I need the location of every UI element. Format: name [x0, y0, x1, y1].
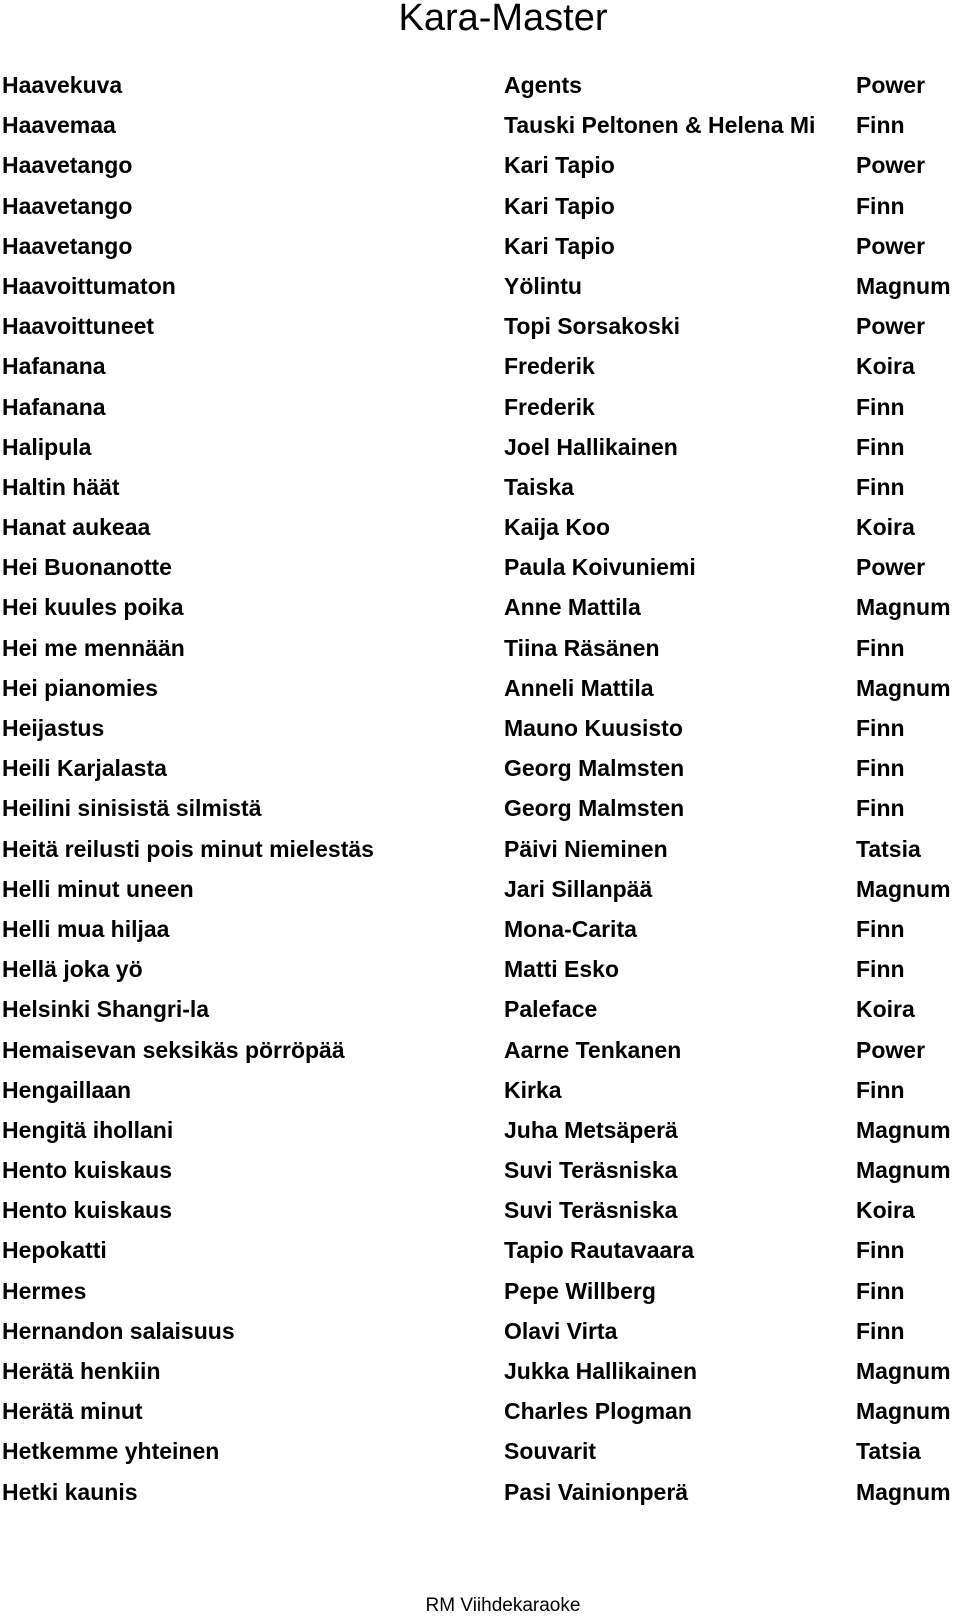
- table-row: [0, 628, 960, 668]
- song-label: Finn: [856, 192, 905, 219]
- song-title: Hento kuiskaus: [2, 1157, 172, 1184]
- table-row: [0, 306, 960, 346]
- page-title: Kara-Master: [398, 0, 608, 39]
- song-artist: Taiska: [504, 473, 574, 500]
- table-row: [0, 1030, 960, 1070]
- song-title: Haltin häät: [2, 473, 120, 500]
- song-title: Haavekuva: [2, 72, 123, 98]
- table-row: [0, 1110, 960, 1150]
- song-artist: Joel Hallikainen: [504, 433, 678, 460]
- song-list: [0, 65, 960, 1512]
- song-label: Finn: [856, 795, 905, 822]
- song-label: Magnum: [856, 594, 951, 621]
- song-label: Finn: [856, 393, 905, 420]
- table-row: [0, 1351, 960, 1391]
- table-row: [0, 668, 960, 708]
- song-artist: Frederik: [504, 353, 595, 380]
- table-row: [0, 467, 960, 507]
- song-title: Helli mua hiljaa: [2, 915, 170, 942]
- song-artist: Kari Tapio: [504, 192, 615, 219]
- song-title: Haavemaa: [2, 112, 116, 139]
- song-label: Finn: [856, 1237, 905, 1264]
- table-row: [0, 869, 960, 909]
- song-label: Koira: [856, 353, 915, 380]
- table-row: [0, 829, 960, 869]
- song-artist: Pasi Vainionperä: [504, 1478, 689, 1505]
- table-row: [0, 949, 960, 989]
- song-artist: Aarne Tenkanen: [504, 1036, 682, 1063]
- song-artist: Mauno Kuusisto: [504, 715, 683, 741]
- song-label: Finn: [856, 755, 905, 782]
- song-title: Haavoittuneet: [2, 313, 155, 340]
- song-title: Hetki kaunis: [2, 1478, 138, 1505]
- song-title: Hafanana: [2, 393, 106, 420]
- table-row: [0, 105, 960, 145]
- song-artist: Topi Sorsakoski: [504, 313, 680, 340]
- song-label: Magnum: [856, 1398, 951, 1425]
- song-artist: Kari Tapio: [504, 232, 615, 259]
- table-row: [0, 788, 960, 828]
- song-label: Power: [856, 72, 926, 98]
- song-title: Helsinki Shangri-la: [2, 996, 210, 1023]
- table-row: [0, 346, 960, 386]
- song-title: Hermes: [2, 1277, 87, 1304]
- song-artist: Jari Sillanpää: [504, 875, 653, 902]
- song-artist: Mona-Carita: [504, 915, 637, 942]
- song-artist: Suvi Teräsniska: [504, 1197, 678, 1224]
- table-row: [0, 748, 960, 788]
- song-artist: Suvi Teräsniska: [504, 1157, 678, 1184]
- song-artist: Georg Malmsten: [504, 755, 685, 782]
- table-row: [0, 1190, 960, 1230]
- song-label: Koira: [856, 514, 915, 541]
- table-row: [0, 909, 960, 949]
- table-row: [0, 1472, 960, 1512]
- song-title: Herätä minut: [2, 1398, 143, 1425]
- song-title: Hei me mennään: [2, 634, 185, 661]
- table-row: [0, 1150, 960, 1190]
- song-label: Power: [856, 232, 926, 259]
- song-artist: Charles Plogman: [504, 1398, 692, 1425]
- song-artist: Souvarit: [504, 1438, 597, 1465]
- song-artist: Kaija Koo: [504, 514, 611, 541]
- page-footer: RM Viihdekaraoke: [425, 1595, 581, 1616]
- song-artist: Frederik: [504, 393, 595, 420]
- song-title: Hengaillaan: [2, 1076, 132, 1103]
- table-row: [0, 226, 960, 266]
- table-row: [0, 989, 960, 1029]
- song-label: Finn: [856, 112, 905, 139]
- song-label: Power: [856, 554, 926, 581]
- song-artist: Kari Tapio: [504, 152, 615, 179]
- song-label: Finn: [856, 1317, 905, 1344]
- table-row: [0, 587, 960, 627]
- table-row: [0, 186, 960, 226]
- song-label: Magnum: [856, 272, 951, 299]
- song-artist: Agents: [504, 72, 582, 98]
- song-title: Hengitä ihollani: [2, 1116, 174, 1143]
- song-label: Power: [856, 313, 926, 340]
- song-label: Magnum: [856, 1157, 951, 1184]
- table-row: [0, 507, 960, 547]
- table-row: [0, 65, 960, 105]
- table-row: [0, 1431, 960, 1471]
- table-row: [0, 1391, 960, 1431]
- song-label: Koira: [856, 1197, 915, 1224]
- song-title: Hepokatti: [2, 1237, 107, 1264]
- song-artist: Anneli Mattila: [504, 674, 654, 701]
- song-artist: Juha Metsäperä: [504, 1116, 678, 1143]
- song-artist: Kirka: [504, 1076, 562, 1103]
- song-title: Hei kuules poika: [2, 594, 184, 621]
- song-label: Tatsia: [856, 835, 921, 862]
- song-label: Finn: [856, 433, 905, 460]
- table-row: [0, 266, 960, 306]
- song-artist: Olavi Virta: [504, 1317, 618, 1344]
- song-title: Heitä reilusti pois minut mielestäs: [2, 835, 374, 862]
- song-artist: Georg Malmsten: [504, 795, 685, 822]
- song-title: Hellä joka yö: [2, 956, 143, 983]
- song-artist: Matti Esko: [504, 956, 620, 983]
- song-artist: Paula Koivuniemi: [504, 554, 696, 581]
- song-label: Finn: [856, 634, 905, 661]
- song-label: Finn: [856, 956, 905, 983]
- song-title: Hernandon salaisuus: [2, 1317, 235, 1344]
- table-row: [0, 708, 960, 748]
- table-row: [0, 427, 960, 467]
- song-title: Haavetango: [2, 152, 133, 179]
- song-title: Haavetango: [2, 192, 133, 219]
- song-artist: Päivi Nieminen: [504, 835, 668, 862]
- song-artist: Paleface: [504, 996, 598, 1023]
- song-label: Finn: [856, 1277, 905, 1304]
- table-row: [0, 1230, 960, 1270]
- table-row: [0, 1070, 960, 1110]
- song-artist: Tauski Peltonen & Helena Mi: [504, 112, 816, 139]
- song-label: Magnum: [856, 1478, 951, 1505]
- song-title: Heijastus: [2, 715, 105, 741]
- song-title: Heilini sinisistä silmistä: [2, 795, 262, 822]
- song-title: Halipula: [2, 433, 92, 460]
- song-title: Hemaisevan seksikäs pörröpää: [2, 1036, 345, 1063]
- song-label: Koira: [856, 996, 915, 1023]
- song-title: Haavoittumaton: [2, 272, 176, 299]
- song-title: Heili Karjalasta: [2, 755, 167, 782]
- song-artist: Tiina Räsänen: [504, 634, 660, 661]
- song-title: Hei pianomies: [2, 674, 158, 701]
- song-label: Power: [856, 152, 926, 179]
- song-artist: Yölintu: [504, 272, 582, 299]
- song-label: Magnum: [856, 674, 951, 701]
- song-artist: Tapio Rautavaara: [504, 1237, 695, 1264]
- song-label: Finn: [856, 915, 905, 942]
- table-row: [0, 547, 960, 587]
- song-title: Herätä henkiin: [2, 1358, 161, 1384]
- table-row: [0, 1271, 960, 1311]
- song-title: Helli minut uneen: [2, 875, 194, 902]
- table-row: [0, 145, 960, 185]
- song-label: Magnum: [856, 875, 951, 902]
- song-label: Power: [856, 1036, 926, 1063]
- song-label: Finn: [856, 715, 905, 741]
- song-label: Magnum: [856, 1116, 951, 1143]
- song-artist: Jukka Hallikainen: [504, 1358, 698, 1384]
- song-label: Finn: [856, 1076, 905, 1103]
- song-label: Tatsia: [856, 1438, 921, 1465]
- song-title: Hento kuiskaus: [2, 1197, 172, 1224]
- song-artist: Pepe Willberg: [504, 1277, 656, 1304]
- song-label: Finn: [856, 473, 905, 500]
- song-label: Magnum: [856, 1358, 951, 1384]
- song-title: Hetkemme yhteinen: [2, 1438, 220, 1465]
- song-title: Haavetango: [2, 232, 133, 259]
- table-row: [0, 1311, 960, 1351]
- song-title: Hei Buonanotte: [2, 554, 172, 581]
- song-artist: Anne Mattila: [504, 594, 641, 621]
- song-title: Hanat aukeaa: [2, 514, 151, 541]
- table-row: [0, 387, 960, 427]
- song-title: Hafanana: [2, 353, 106, 380]
